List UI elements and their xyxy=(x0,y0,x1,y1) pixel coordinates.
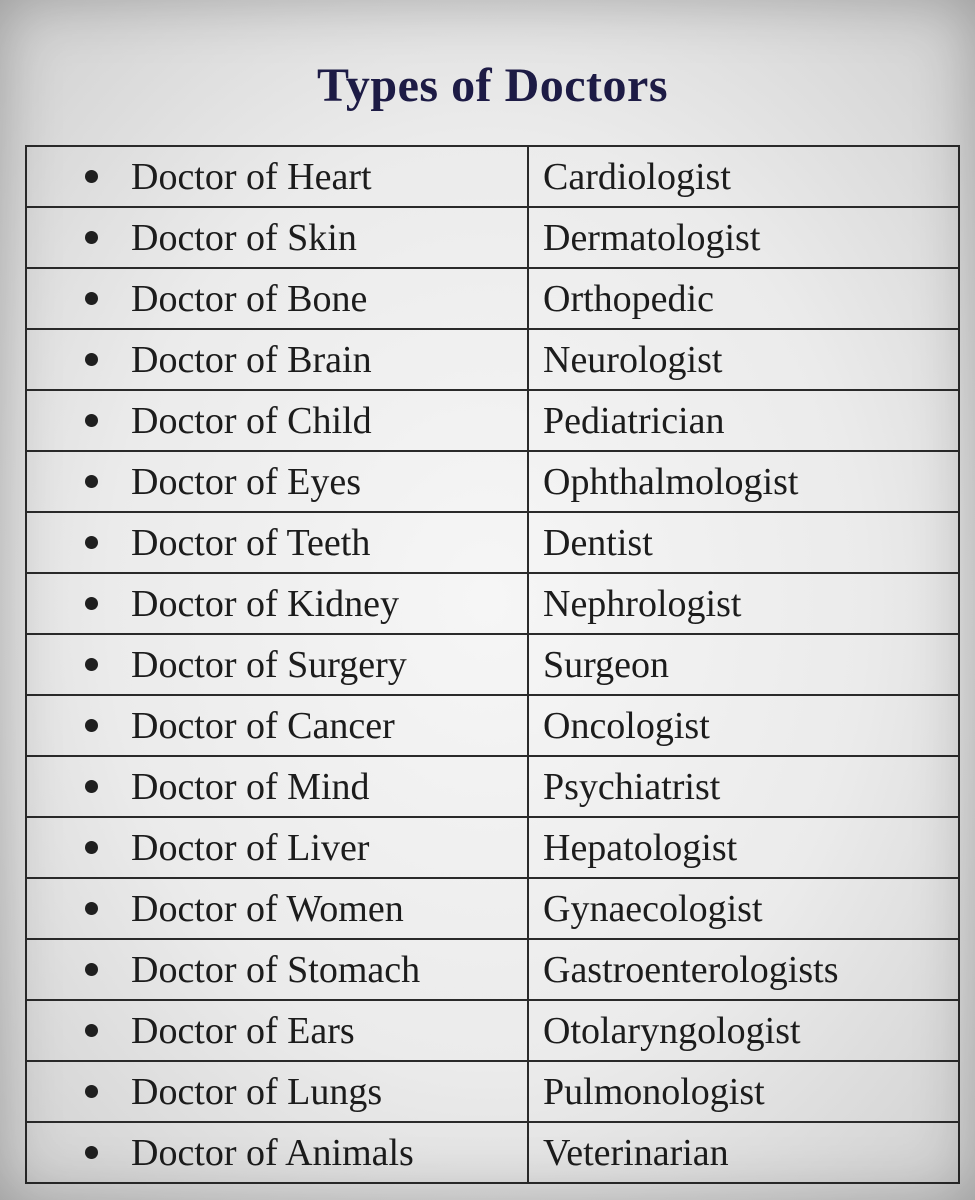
doctor-description-cell xyxy=(26,573,528,634)
doctor-description-cell-content xyxy=(27,521,527,564)
specialist-name-cell xyxy=(528,268,959,329)
doctor-description-cell xyxy=(26,268,528,329)
doctor-description-text: Doctor of Animals xyxy=(131,1131,414,1174)
specialist-name-text: Psychiatrist xyxy=(543,765,721,808)
specialist-name-text: Otolaryngologist xyxy=(543,1009,801,1052)
doctor-description-text: Doctor of Stomach xyxy=(131,948,421,991)
doctors-table xyxy=(25,145,960,1184)
bullet-dot-icon xyxy=(85,231,98,244)
specialist-name-text: Dentist xyxy=(543,521,653,564)
bullet-dot-icon xyxy=(85,780,98,793)
bullet-dot-icon xyxy=(85,414,98,427)
doctor-description-cell xyxy=(26,939,528,1000)
table-row xyxy=(26,817,959,878)
doctor-description-cell-content xyxy=(27,948,527,991)
specialist-name-text: Nephrologist xyxy=(543,582,742,625)
specialist-name-cell xyxy=(528,573,959,634)
doctor-description-text: Doctor of Child xyxy=(131,399,372,442)
specialist-name-text: Surgeon xyxy=(543,643,669,686)
bullet-dot-icon xyxy=(85,658,98,671)
doctor-description-cell-content xyxy=(27,1009,527,1052)
bullet-dot-icon xyxy=(85,719,98,732)
doctor-description-text: Doctor of Ears xyxy=(131,1009,355,1052)
table-row xyxy=(26,695,959,756)
specialist-name-text: Neurologist xyxy=(543,338,723,381)
table-row xyxy=(26,146,959,207)
doctor-description-cell-content xyxy=(27,704,527,747)
doctor-description-cell-content xyxy=(27,1131,527,1174)
doctor-description-text: Doctor of Surgery xyxy=(131,643,407,686)
doctor-description-cell xyxy=(26,1000,528,1061)
specialist-name-cell xyxy=(528,1061,959,1122)
doctor-description-text: Doctor of Kidney xyxy=(131,582,400,625)
doctor-description-cell-content xyxy=(27,826,527,869)
bullet-dot-icon xyxy=(85,1085,98,1098)
doctor-description-cell-content xyxy=(27,338,527,381)
specialist-name-cell xyxy=(528,146,959,207)
table-row xyxy=(26,207,959,268)
doctor-description-cell xyxy=(26,390,528,451)
page-title: Types of Doctors xyxy=(316,59,669,112)
table-row xyxy=(26,1122,959,1183)
table-row xyxy=(26,390,959,451)
table-row xyxy=(26,634,959,695)
doctor-description-cell-content xyxy=(27,399,527,442)
specialist-name-text: Dermatologist xyxy=(543,216,761,259)
doctors-table-body xyxy=(26,146,959,1183)
doctor-description-cell xyxy=(26,878,528,939)
specialist-name-cell xyxy=(528,695,959,756)
bullet-dot-icon xyxy=(85,1024,98,1037)
table-row xyxy=(26,756,959,817)
specialist-name-cell xyxy=(528,390,959,451)
specialist-name-cell xyxy=(528,878,959,939)
doctor-description-text: Doctor of Mind xyxy=(131,765,370,808)
doctor-description-cell-content xyxy=(27,582,527,625)
specialist-name-cell xyxy=(528,1122,959,1183)
doctor-description-text: Doctor of Skin xyxy=(131,216,357,259)
doctors-table-container xyxy=(25,145,960,1175)
table-row xyxy=(26,1061,959,1122)
bullet-dot-icon xyxy=(85,841,98,854)
doctor-description-cell xyxy=(26,512,528,573)
doctor-description-cell-content xyxy=(27,887,527,930)
specialist-name-cell xyxy=(528,939,959,1000)
specialist-name-cell xyxy=(528,329,959,390)
specialist-name-text: Gastroenterologists xyxy=(543,948,839,991)
doctor-description-text: Doctor of Cancer xyxy=(131,704,395,747)
bullet-dot-icon xyxy=(85,902,98,915)
doctor-description-text: Doctor of Bone xyxy=(131,277,368,320)
doctor-description-cell xyxy=(26,329,528,390)
table-row xyxy=(26,268,959,329)
specialist-name-cell xyxy=(528,756,959,817)
specialist-name-cell xyxy=(528,451,959,512)
specialist-name-text: Oncologist xyxy=(543,704,710,747)
doctor-description-cell xyxy=(26,207,528,268)
doctor-description-cell xyxy=(26,695,528,756)
doctor-description-cell-content xyxy=(27,1070,527,1113)
table-row xyxy=(26,329,959,390)
bullet-dot-icon xyxy=(85,963,98,976)
bullet-dot-icon xyxy=(85,475,98,488)
doctor-description-cell-content xyxy=(27,765,527,808)
doctor-description-cell-content xyxy=(27,643,527,686)
bullet-dot-icon xyxy=(85,536,98,549)
specialist-name-text: Veterinarian xyxy=(543,1131,729,1174)
specialist-name-text: Ophthalmologist xyxy=(543,460,799,503)
specialist-name-cell xyxy=(528,1000,959,1061)
table-row xyxy=(26,512,959,573)
table-row xyxy=(26,451,959,512)
specialist-name-cell xyxy=(528,634,959,695)
doctor-description-cell xyxy=(26,756,528,817)
doctor-description-cell xyxy=(26,634,528,695)
doctor-description-text: Doctor of Eyes xyxy=(131,460,362,503)
doctor-description-text: Doctor of Women xyxy=(131,887,404,930)
doctor-description-cell xyxy=(26,146,528,207)
doctor-description-cell xyxy=(26,451,528,512)
doctor-description-cell-content xyxy=(27,155,527,198)
doctor-description-cell-content xyxy=(27,216,527,259)
bullet-dot-icon xyxy=(85,170,98,183)
bullet-dot-icon xyxy=(85,1146,98,1159)
specialist-name-text: Pulmonologist xyxy=(543,1070,765,1113)
table-row xyxy=(26,573,959,634)
specialist-name-cell xyxy=(528,817,959,878)
doctor-description-text: Doctor of Teeth xyxy=(131,521,371,564)
doctor-description-text: Doctor of Liver xyxy=(131,826,370,869)
bullet-dot-icon xyxy=(85,292,98,305)
table-row xyxy=(26,878,959,939)
doctor-description-cell xyxy=(26,1122,528,1183)
table-row xyxy=(26,1000,959,1061)
specialist-name-cell xyxy=(528,207,959,268)
doctor-description-cell xyxy=(26,817,528,878)
specialist-name-text: Gynaecologist xyxy=(543,887,763,930)
specialist-name-text: Hepatologist xyxy=(543,826,738,869)
doctor-description-text: Doctor of Brain xyxy=(131,338,372,381)
doctor-description-text: Doctor of Heart xyxy=(131,155,372,198)
doctor-description-text: Doctor of Lungs xyxy=(131,1070,383,1113)
doctor-description-cell xyxy=(26,1061,528,1122)
bullet-dot-icon xyxy=(85,353,98,366)
specialist-name-text: Orthopedic xyxy=(543,277,714,320)
table-row xyxy=(26,939,959,1000)
specialist-name-text: Cardiologist xyxy=(543,155,731,198)
bullet-dot-icon xyxy=(85,597,98,610)
specialist-name-cell xyxy=(528,512,959,573)
specialist-name-text: Pediatrician xyxy=(543,399,725,442)
doctor-description-cell-content xyxy=(27,460,527,503)
doctor-description-cell-content xyxy=(27,277,527,320)
